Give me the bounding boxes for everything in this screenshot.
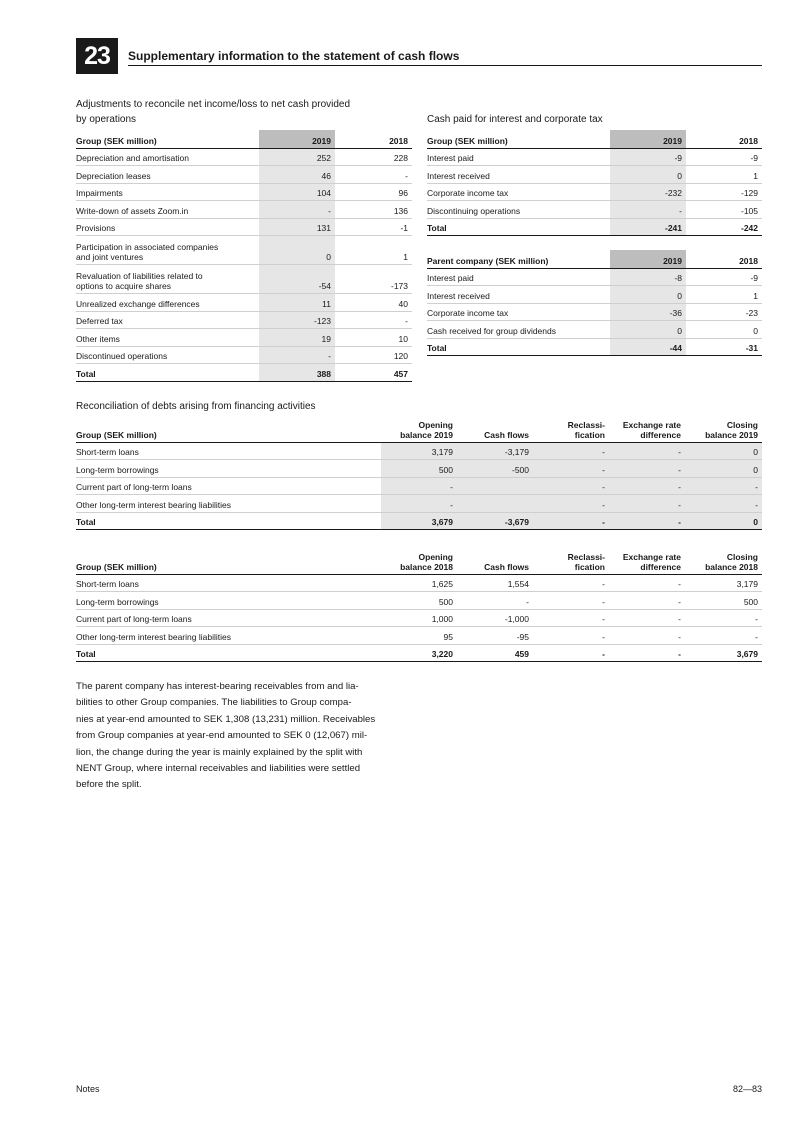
table-row: Interest paid -9 -9 — [427, 148, 762, 166]
table-row: Interest received 0 1 — [427, 286, 762, 304]
parent-company-table — [427, 250, 762, 356]
table-row: Discontinuing operations - -105 — [427, 201, 762, 219]
table-row: Current part of long-term loans - - - - — [76, 477, 762, 495]
page-title: Supplementary information to the statement of cash flows — [128, 49, 460, 63]
note-header — [76, 38, 762, 74]
reconciliation-2018-table — [76, 546, 762, 662]
table-row: Short-term loans 1,625 1,554 - - 3,179 — [76, 574, 762, 592]
total-row: Total 3,220 459 - - 3,679 — [76, 644, 762, 662]
total-row: Total -44 -31 — [427, 338, 762, 356]
table-row: Revaluation of liabilities related to options to acquire shares -54 -173 — [76, 265, 412, 294]
table-header-row: Group (SEK million) Opening balance 2018 Cash flows Reclassi- fication Exchange rate difference Closing balance 2018 — [76, 546, 762, 574]
reconciliation-2019-table — [76, 414, 762, 530]
table-row: Depreciation leases 46 - — [76, 166, 412, 184]
table-row: Interest paid -8 -9 — [427, 268, 762, 286]
table-row: Participation in associated companies and joint ventures 0 1 — [76, 236, 412, 265]
table-row: Unrealized exchange differences 11 40 — [76, 294, 412, 312]
table-row: Write-down of assets Zoom.in - 136 — [76, 201, 412, 219]
table-row: Current part of long-term loans 1,000 -1,000 - - - — [76, 609, 762, 627]
table-row: Short-term loans 3,179 -3,179 - - 0 — [76, 442, 762, 460]
table-row: Interest received 0 1 — [427, 166, 762, 184]
adjustments-table — [76, 130, 412, 382]
table-row: Depreciation and amortisation 252 228 — [76, 148, 412, 166]
table-row: Deferred tax -123 - — [76, 311, 412, 329]
cash-paid-title: Cash paid for interest and corporate tax — [427, 114, 603, 125]
table-row: Provisions 131 -1 — [76, 218, 412, 236]
footer-section-label: Notes — [76, 1084, 100, 1094]
table-row: Long-term borrowings 500 -500 - - 0 — [76, 460, 762, 478]
table-row: Corporate income tax -36 -23 — [427, 303, 762, 321]
note-number: 23 — [76, 38, 118, 74]
table-row: Discontinued operations - 120 — [76, 346, 412, 364]
table-row: Corporate income tax -232 -129 — [427, 183, 762, 201]
table-header-row: Group (SEK million) Opening balance 2019 Cash flows Reclassi- fication Exchange rate difference Closing balance 2019 — [76, 414, 762, 442]
table-row: Long-term borrowings 500 - - - 500 — [76, 592, 762, 610]
table-header-row: Parent company (SEK million) 2019 2018 — [427, 250, 762, 268]
total-row: Total -241 -242 — [427, 218, 762, 236]
reconciliation-title: Reconciliation of debts arising from financing activities — [76, 401, 316, 412]
total-row: Total 3,679 -3,679 - - 0 — [76, 512, 762, 530]
adjustments-title: Adjustments to reconcile net income/loss to net cash provided by operations — [76, 99, 351, 125]
table-header-row: Group (SEK million) 2019 2018 — [427, 130, 762, 148]
table-row: Cash received for group dividends 0 0 — [427, 321, 762, 339]
cash-paid-table — [427, 130, 762, 236]
header-divider — [128, 65, 762, 66]
footer-page-number: 82—83 — [732, 1084, 762, 1094]
table-row: Other long-term interest bearing liabilities - - - - — [76, 495, 762, 513]
table-row: Impairments 104 96 — [76, 183, 412, 201]
table-row: Other items 19 10 — [76, 329, 412, 347]
body-paragraph: The parent company has interest-bearing receivables from and lia- bilities to other Group companies. The liabilities to Group compa- nies at year-end amounted to SEK 1,308 (13,231) million. Receivables from Group companies at year-end amounted to SEK 0 (12,067) mil- lion, the change during the year is mainly explained by the split with NENT Group, where internal receivables and liabilities were settled before the split. — [76, 681, 376, 791]
table-header-row: Group (SEK million) 2019 2018 — [76, 130, 412, 148]
total-row: Total 388 457 — [76, 364, 412, 382]
table-row: Other long-term interest bearing liabilities 95 -95 - - - — [76, 627, 762, 645]
